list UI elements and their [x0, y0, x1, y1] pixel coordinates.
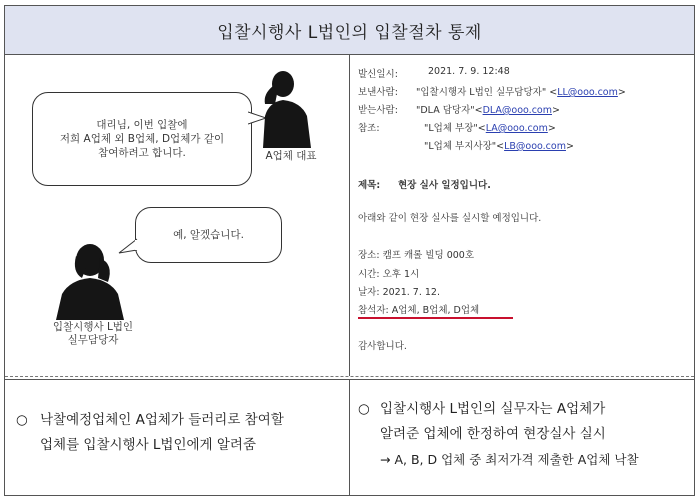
description-line: → A, B, D 업체 중 최저가격 제출한 A업체 낙찰: [380, 452, 639, 467]
email-close-bracket: >: [617, 87, 626, 98]
bubble-line: 저희 A업체 외 B업체, D업체가 같이: [59, 133, 225, 145]
bullet-icon: ○: [16, 412, 28, 428]
description-line: 낙찰예정업체인 A업체가 들러리로 참여할: [40, 412, 284, 428]
column-divider-top: [349, 54, 350, 376]
bottom-right-description: [358, 397, 692, 472]
email-cc2-address[interactable]: LB@ooo.com: [504, 141, 566, 152]
description-line: 업체를 입찰시행사 L법인에게 알려줌: [40, 437, 257, 453]
section-divider-solid: [5, 379, 694, 380]
person-label-line: 입찰시행사 L법인: [52, 321, 134, 333]
person-label-line: 실무담당자: [67, 334, 119, 346]
email-cc1-address[interactable]: LA@ooo.com: [485, 123, 548, 134]
person-silhouette-l-staff-icon: [52, 238, 126, 320]
email-sent-value: 2021. 7. 9. 12:48: [428, 66, 510, 77]
email-to-name: "DLA 담당자"<: [416, 105, 483, 116]
speech-bubble-a-company: [32, 92, 252, 186]
email-from-label: 보낸사람:: [358, 87, 398, 98]
column-divider-bottom: [349, 379, 350, 496]
email-subject-value: 현장 실사 일정입니다.: [398, 180, 491, 191]
email-thanks: 감사합니다.: [358, 341, 407, 352]
email-from-name: "입찰시행자 L법인 실무담당자" <: [416, 87, 558, 98]
email-to-address[interactable]: DLA@ooo.com: [482, 105, 552, 116]
email-cc-label: 참조:: [358, 123, 380, 134]
email-sent-label: 발신일시:: [358, 69, 398, 80]
email-date: 날자: 2021. 7. 12.: [358, 287, 440, 298]
description-line: 입찰시행사 L법인의 실무자는 A업체가: [380, 401, 606, 417]
email-cc2-name: "L업체 부지사장"<: [424, 141, 505, 152]
person-label-l-staff: [38, 321, 148, 347]
bullet-icon: ○: [358, 401, 370, 417]
bubble-line: 대리님, 이번 입찰에: [96, 119, 188, 131]
page-title: 입찰시행사 L법인의 입찰절차 통제: [5, 6, 694, 55]
email-time: 시간: 오후 1시: [358, 269, 420, 280]
email-subject-label: 제목:: [358, 180, 381, 191]
email-from-address[interactable]: LL@ooo.com: [557, 87, 618, 98]
email-attendees: 참석자: A업체, B업체, D업체: [358, 305, 480, 316]
email-cc1-name: "L업체 부장"<: [424, 123, 486, 134]
email-to-label: 받는사람:: [358, 105, 398, 116]
email-close-bracket: >: [565, 141, 574, 152]
bubble-line: 예, 알겠습니다.: [173, 229, 244, 241]
person-silhouette-a-company-icon: [255, 64, 315, 148]
speech-bubble-l-staff: [135, 207, 282, 263]
description-line: 알려준 업체에 한정하여 현장실사 실시: [380, 426, 606, 442]
email-close-bracket: >: [547, 123, 556, 134]
email-intro: 아래와 같이 현장 실사를 실시할 예정입니다.: [358, 213, 542, 224]
bubble-line: 참여하려고 합니다.: [98, 147, 186, 159]
email-close-bracket: >: [551, 105, 560, 116]
attendees-underline: [358, 317, 513, 319]
bottom-left-description: [16, 408, 342, 458]
person-label-a-company: A업체 대표: [265, 150, 317, 162]
section-divider: [5, 376, 694, 377]
email-place: 장소: 캠프 캐롤 빌딩 000호: [358, 250, 475, 261]
